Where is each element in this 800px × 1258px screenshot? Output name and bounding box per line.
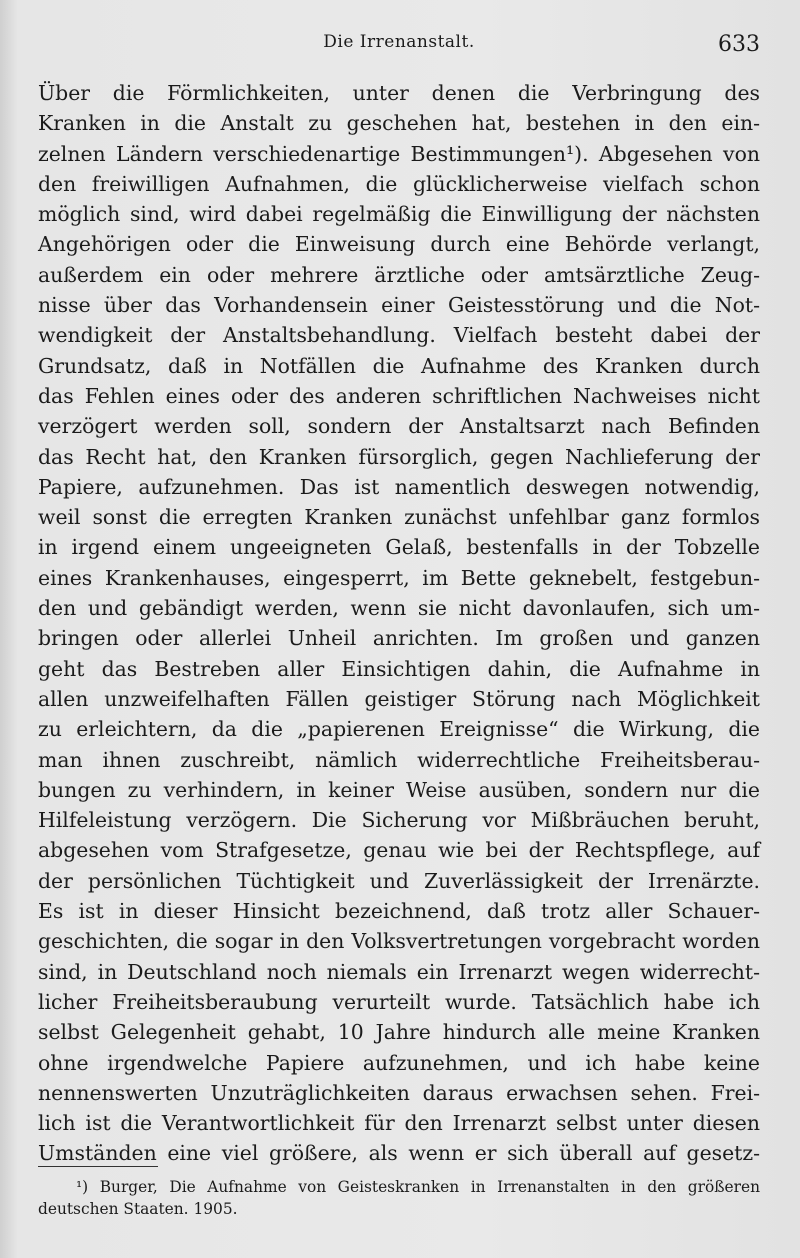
text-line: der persönlichen Tüchtigkeit und Zuverlässigkeit der Irrenärzte. bbox=[38, 868, 760, 893]
text-line: geht das Bestreben aller Einsichtigen dahin, die Aufnahme in bbox=[38, 656, 760, 681]
text-line: Umständen eine viel größere, als wenn er sich überall auf gesetz- bbox=[38, 1141, 760, 1166]
text-line: wendigkeit der Anstaltsbehandlung. Vielfach besteht dabei der bbox=[38, 323, 760, 348]
text-line: man ihnen zuschreibt, nämlich widerrechtliche Freiheitsberau- bbox=[38, 747, 760, 772]
text-line: selbst Gelegenheit gehabt, 10 Jahre hindurch alle meine Kranken bbox=[38, 1020, 760, 1045]
body-paragraph bbox=[38, 78, 760, 1169]
text-line: licher Freiheitsberaubung verurteilt wurde. Tatsächlich habe ich bbox=[38, 989, 760, 1014]
text-line: den und gebändigt werden, wenn sie nicht davonlaufen, sich um- bbox=[38, 596, 760, 621]
page-header bbox=[38, 32, 760, 62]
text-line: Kranken in die Anstalt zu geschehen hat, bestehen in den ein- bbox=[38, 111, 760, 136]
text-line: nisse über das Vorhandensein einer Geistesstörung und die Not- bbox=[38, 293, 760, 318]
text-line: das Recht hat, den Kranken fürsorglich, gegen Nachlieferung der bbox=[38, 444, 760, 469]
text-line: Papiere, aufzunehmen. Das ist namentlich deswegen notwendig, bbox=[38, 474, 760, 499]
text-line: ohne irgendwelche Papiere aufzunehmen, und ich habe keine bbox=[38, 1050, 760, 1075]
text-line: zu erleichtern, da die „papierenen Ereignisse“ die Wirkung, die bbox=[38, 717, 760, 742]
text-line: weil sonst die erregten Kranken zunächst unfehlbar ganz formlos bbox=[38, 505, 760, 530]
text-line: außerdem ein oder mehrere ärztliche oder amtsärztliche Zeug- bbox=[38, 262, 760, 287]
text-line: Grundsatz, daß in Notfällen die Aufnahme des Kranken durch bbox=[38, 353, 760, 378]
footnote-divider bbox=[38, 1166, 158, 1167]
text-line: zelnen Ländern verschiedenartige Bestimmungen¹). Abgesehen von bbox=[38, 141, 760, 166]
running-title: Die Irrenanstalt. bbox=[323, 32, 475, 52]
text-line: geschichten, die sogar in den Volksvertretungen vorgebracht worden bbox=[38, 929, 760, 954]
page-number: 633 bbox=[718, 32, 760, 57]
text-line: Über die Förmlichkeiten, unter denen die Verbringung des bbox=[38, 81, 760, 105]
text-line: das Fehlen eines oder des anderen schriftlichen Nachweises nicht bbox=[38, 383, 760, 408]
text-line: verzögert werden soll, sondern der Anstaltsarzt nach Befinden bbox=[38, 414, 760, 439]
text-line: den freiwilligen Aufnahmen, die glücklicherweise vielfach schon bbox=[38, 171, 760, 196]
text-line: Hilfeleistung verzögern. Die Sicherung vor Mißbräuchen beruht, bbox=[38, 808, 760, 833]
text-line: abgesehen vom Strafgesetze, genau wie bei der Rechtspflege, auf bbox=[38, 838, 760, 863]
text-line: Es ist in dieser Hinsicht bezeichnend, daß trotz aller Schauer- bbox=[38, 899, 760, 924]
text-line: bringen oder allerlei Unheil anrichten. Im großen und ganzen bbox=[38, 626, 760, 651]
text-line: allen unzweifelhaften Fällen geistiger Störung nach Möglichkeit bbox=[38, 686, 760, 711]
text-line: bungen zu verhindern, in keiner Weise ausüben, sondern nur die bbox=[38, 777, 760, 802]
text-line: nennenswerten Unzuträglichkeiten daraus erwachsen sehen. Frei- bbox=[38, 1080, 760, 1105]
text-line: lich ist die Verantwortlichkeit für den Irrenarzt selbst unter diesen bbox=[38, 1111, 760, 1136]
footnote-line: deutschen Staaten. 1905. bbox=[38, 1200, 238, 1218]
text-line: möglich sind, wird dabei regelmäßig die Einwilligung der nächsten bbox=[38, 202, 760, 227]
text-line: in irgend einem ungeeigneten Gelaß, bestenfalls in der Tobzelle bbox=[38, 535, 760, 560]
text-line: eines Krankenhauses, eingesperrt, im Bette geknebelt, festgebun- bbox=[38, 565, 760, 590]
text-line: Angehörigen oder die Einweisung durch eine Behörde verlangt, bbox=[38, 232, 760, 257]
footnote bbox=[38, 1176, 760, 1220]
footnote-line: ¹) Burger, Die Aufnahme von Geisteskranken in Irrenanstalten in den größeren bbox=[76, 1178, 760, 1196]
text-line: sind, in Deutschland noch niemals ein Irrenarzt wegen widerrecht- bbox=[38, 959, 760, 984]
